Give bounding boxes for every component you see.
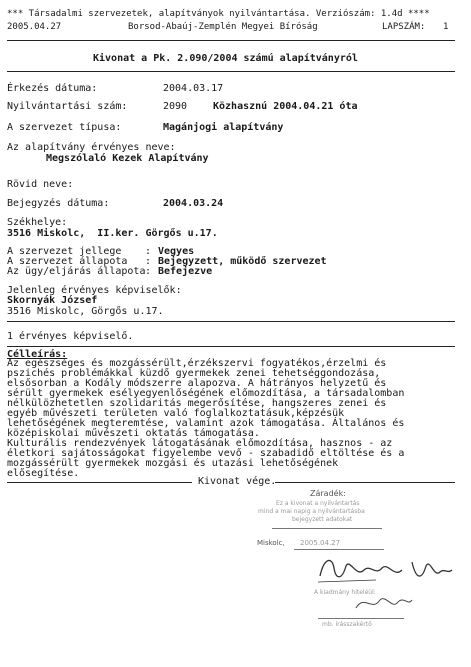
- registered-value: 2004.03.24: [163, 198, 224, 209]
- representatives-label: Jelenleg érvényes képviselők:: [7, 285, 182, 296]
- foundation-name: Megszólaló Kezek Alapítvány: [46, 153, 209, 164]
- end-rule-right: [275, 482, 455, 483]
- stamp-date-line: [294, 549, 384, 550]
- character-colon: :: [145, 246, 152, 257]
- signature: [316, 552, 456, 586]
- page-number: 1: [443, 22, 449, 32]
- character-value: Vegyes: [158, 246, 195, 257]
- public-benefit: Közhasznú 2004.04.21 óta: [213, 101, 358, 112]
- case-value: Befejezve: [158, 266, 213, 277]
- stamp-signer: mb. írásszakértő: [322, 621, 372, 628]
- header-line: *** Társadalmi szervezetek, alapítványok nyilvántartása. Verziószám: 1.4d ****: [7, 9, 430, 19]
- arrival-value: 2004.03.17: [163, 83, 224, 94]
- purpose-line: elősegítése.: [7, 468, 80, 479]
- representative-address: 3516 Miskolc, Görgős u.17.: [7, 306, 164, 317]
- status-label: A szervezet állapota: [7, 256, 128, 267]
- reg-no-value: 2090: [163, 101, 188, 112]
- stamp-place-label: Miskolc,: [257, 539, 285, 547]
- type-value: Magánjogi alapítvány: [163, 122, 284, 133]
- purpose-line: egyéb művészeti területen való foglalkoztatásuk,képzésük: [7, 408, 345, 419]
- type-label: A szervezet típusa:: [7, 122, 122, 133]
- purpose-line: középiskolai művészeti oktatás támogatása.: [7, 428, 260, 439]
- status-value: Bejegyzett, működő szervezet: [158, 256, 327, 267]
- purpose-line: Az egészséges és mozgássérült,érzékszervi fogyatékos,érzelmi és: [7, 358, 387, 369]
- representatives-rule: [7, 321, 455, 322]
- short-name-label: Rövid neve:: [7, 179, 74, 190]
- seat-value: 3516 Miskolc, II.ker. Görgős u.17.: [7, 228, 218, 239]
- header-rule-bottom: [7, 71, 455, 72]
- stamp-heading: Záradék:: [310, 489, 346, 498]
- purpose-label: Célleírás:: [7, 349, 68, 360]
- case-colon: :: [145, 266, 152, 277]
- name-label: Az alapítvány érvényes neve:: [7, 142, 176, 153]
- page-label: LAPSZÁM:: [382, 22, 426, 32]
- reg-no-label: Nyilvántartási szám:: [7, 101, 128, 112]
- purpose-rule: [7, 346, 455, 347]
- stamp-place-value: 2005.04.27: [300, 539, 341, 547]
- registered-label: Bejegyzés dátuma:: [7, 198, 110, 209]
- stamp-copy-label: A kiadmány hiteléül:: [314, 589, 376, 596]
- purpose-line: Kulturális rendezvények látogatásának előmozdítása, hasznos - az: [7, 438, 393, 449]
- purpose-line: életkori sajátosságokat figyelembe vevő - szabadidő eltöltése és a: [7, 448, 405, 459]
- header-rule-top: [7, 40, 455, 41]
- purpose-line: pszichés problémákkal küzdő gyermekek zenei tehetséggondozása,: [7, 368, 381, 379]
- copy-signature: [354, 592, 414, 614]
- representative-count: 1 érvényes képviselő.: [7, 331, 134, 342]
- signer-line: [318, 618, 404, 619]
- purpose-line: mozgássérült gyermekek mozgási és utazási lehetőségének: [7, 458, 339, 469]
- stamp-underline: [272, 528, 382, 529]
- document-title: Kivonat a Pk. 2.090/2004 számú alapítványról: [93, 53, 358, 64]
- seat-label: Székhelye:: [7, 217, 68, 228]
- end-text: Kivonat vége.: [198, 476, 277, 487]
- purpose-line: sérült gyermekek esélyegyenlőségének előmozdítása, a társadalomban: [7, 388, 405, 399]
- purpose-line: lehetőségének megteremtése, valamint azok támogatása. Általános és: [7, 418, 405, 429]
- stamp-line: mind a mai napig a nyilvántartásba: [258, 508, 365, 515]
- arrival-label: Érkezés dátuma:: [7, 83, 98, 94]
- header-date: 2005.04.27: [7, 22, 62, 32]
- purpose-line: elsősorban a Kodály módszerre alapozva. A hátrányos helyzetű és: [7, 378, 387, 389]
- end-rule-left: [7, 482, 192, 483]
- stamp-line: bejegyzett adatokat: [292, 516, 353, 523]
- case-label: Az ügy/eljárás állapota: [7, 266, 146, 277]
- character-label: A szervezet jellege: [7, 246, 122, 257]
- stamp-line: Ez a kivonat a nyilvántartás: [276, 500, 360, 507]
- representative-name: Skornyák József: [7, 295, 98, 306]
- status-colon: :: [145, 256, 152, 267]
- court-name: Borsod-Abaúj-Zemplén Megyei Bíróság: [128, 22, 318, 32]
- purpose-line: nélkülözhetetlen szolidaritás megerősítése, hangszeres zenei és: [7, 398, 387, 409]
